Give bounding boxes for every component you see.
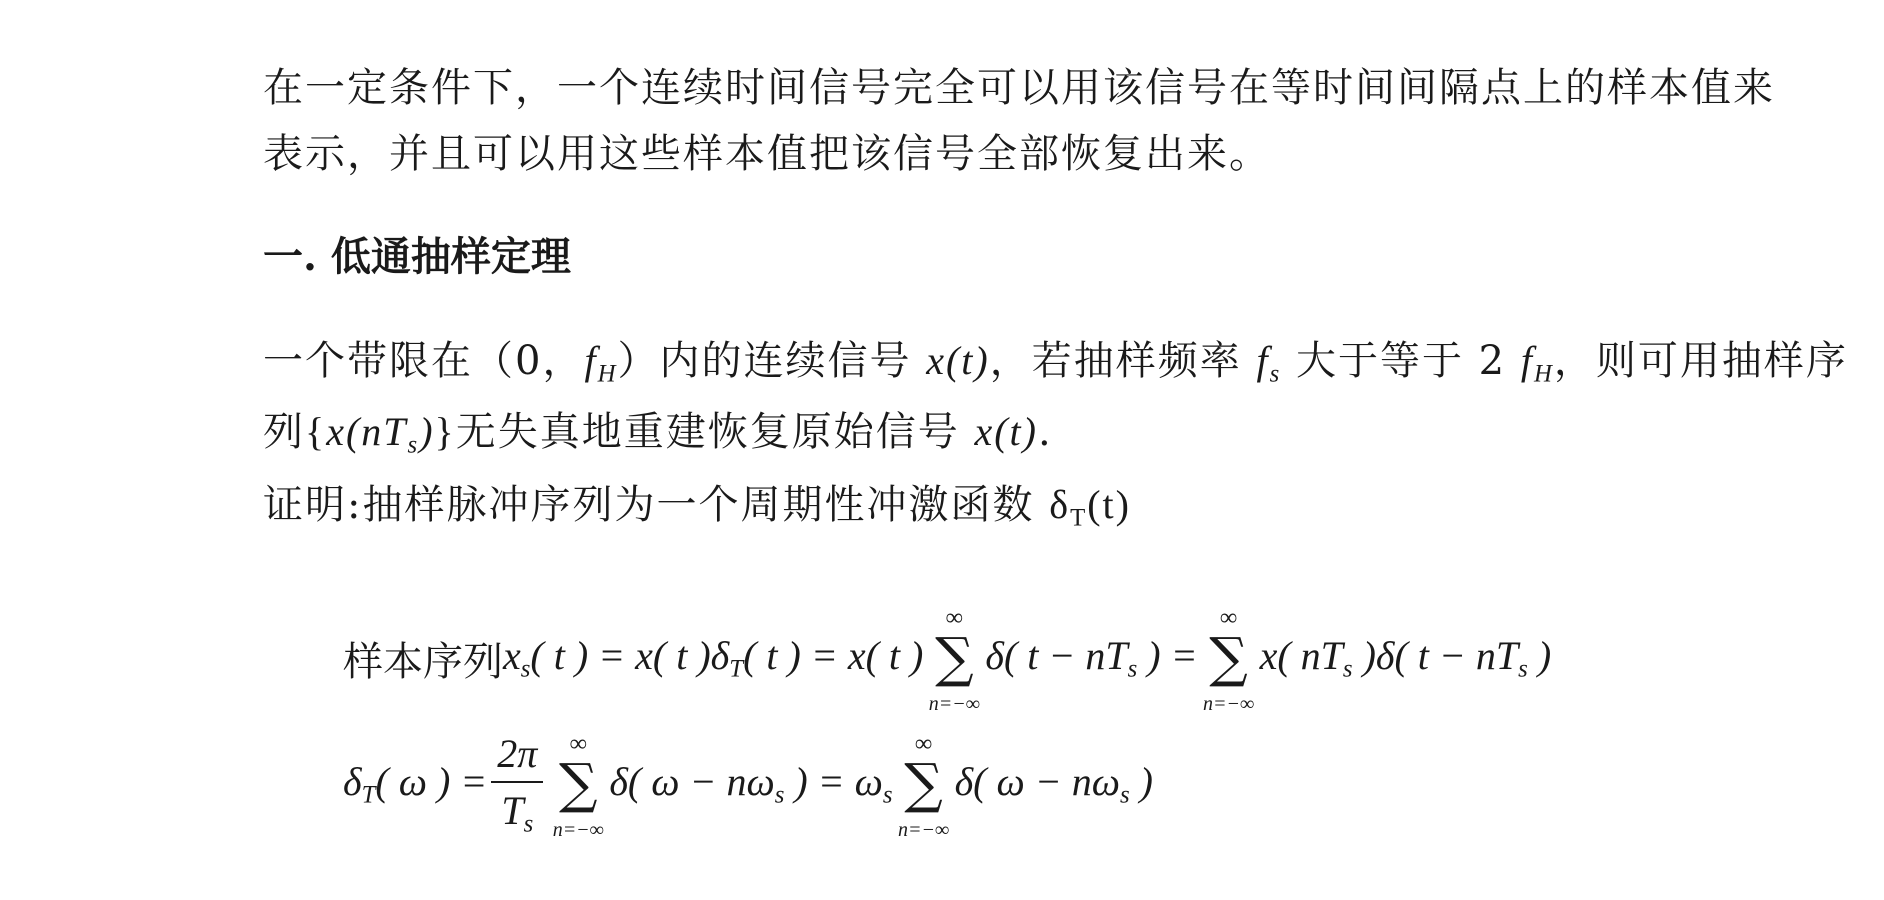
theorem-text-e: ，则可用抽样序: [1553, 338, 1848, 384]
intro-line-2: 表示，并且可以用这些样本值把该信号全部恢复出来。: [263, 131, 1271, 177]
equals-omega: ) = ω: [784, 759, 883, 805]
fh-symbol-2: [1520, 338, 1554, 388]
sum-lower-limit: n=−∞: [552, 818, 604, 841]
proof-line: [263, 480, 1131, 543]
term-text: x( nT: [1259, 633, 1343, 679]
s-subscript: s: [1127, 655, 1138, 683]
f-letter: f: [1520, 338, 1534, 383]
eq2-lhs: [343, 758, 487, 809]
s-subscript: s: [774, 781, 785, 809]
t-subscript: T: [361, 781, 376, 809]
f-letter: f: [1256, 338, 1270, 383]
right-brace: }: [434, 409, 456, 454]
theorem-text-c: ，若抽样频率: [989, 338, 1257, 384]
theorem-text-b: ）内的连续信号: [617, 338, 927, 384]
s-subscript: s: [1518, 655, 1528, 683]
sum-upper-limit: ∞: [915, 730, 933, 757]
period: .: [1037, 409, 1053, 455]
s-subscript: s: [882, 781, 893, 809]
theorem-text-a: 一个带限在（0，: [263, 338, 585, 384]
f-letter: f: [584, 338, 598, 383]
theorem-text-g: 无失真地重建恢复原始信号: [455, 409, 975, 455]
xnt-text: x(nT: [326, 409, 408, 454]
sigma-icon: ∑: [1209, 625, 1248, 689]
numerator: 2π: [491, 730, 543, 783]
h-subscript: H: [597, 360, 618, 388]
t-arg: (t): [1087, 482, 1131, 527]
term-text: )δ( t − nT: [1352, 633, 1519, 679]
eq1-label: 样本序列: [343, 638, 503, 685]
theorem-text-f: 列: [263, 409, 305, 455]
delta-letter: δ: [1049, 482, 1071, 527]
sum-lower-limit: n=−∞: [897, 818, 950, 841]
fs-symbol: [1256, 338, 1282, 388]
xnts-symbol: [326, 409, 435, 459]
sum-lower-limit: n=−∞: [928, 692, 980, 715]
sum-operator-2: [1198, 604, 1260, 715]
proof-text: 证明:抽样脉冲序列为一个周期性冲激函数: [263, 482, 1050, 528]
s-subscript: s: [1342, 655, 1353, 683]
eq2-term1: [609, 758, 892, 809]
delta-letter: δ: [343, 759, 362, 805]
term-text: δ( ω − nω: [609, 759, 775, 805]
theorem-line-2: [263, 407, 1053, 470]
sum-upper-limit: ∞: [945, 604, 963, 631]
s-subscript: s: [407, 431, 420, 459]
eq1-lhs-rest: ( t ) = x( t )δ: [530, 633, 730, 679]
fh-symbol: [584, 338, 618, 388]
t-letter: T: [501, 787, 524, 833]
intro-line-1: 在一定条件下，一个连续时间信号完全可以用该信号在等时间间隔点上的样本值来: [263, 65, 1775, 111]
t-subscript: T: [729, 655, 744, 683]
eq2-term2: [955, 758, 1153, 809]
left-brace: {: [305, 409, 327, 454]
s-subscript: s: [520, 655, 531, 683]
eq1-lhs: [503, 632, 923, 683]
sum-operator-3: [547, 730, 609, 841]
close-paren: ): [419, 409, 435, 454]
close-paren: ): [1129, 759, 1153, 805]
eq2-arg: ( ω ) =: [375, 759, 488, 805]
x-letter: x: [503, 633, 521, 679]
sum-operator-1: [923, 604, 985, 715]
close-paren: ): [1527, 633, 1552, 679]
sigma-icon: ∑: [559, 751, 598, 815]
s-subscript: s: [1119, 781, 1130, 809]
t-subscript: T: [1070, 504, 1088, 532]
s-subscript: s: [1269, 360, 1282, 388]
sum-lower-limit: n=−∞: [1202, 692, 1255, 715]
equals-text: ) =: [1137, 633, 1198, 679]
theorem-line-1: [263, 336, 1848, 399]
s-subscript: s: [523, 810, 534, 838]
eq1-mid: ( t ) = x( t ): [743, 633, 924, 679]
sigma-icon: ∑: [904, 751, 943, 815]
sum-upper-limit: ∞: [569, 730, 587, 757]
section-heading: 一. 低通抽样定理: [263, 233, 571, 280]
xt-symbol-2: x(t): [974, 409, 1038, 454]
eq1-term1: [985, 632, 1197, 683]
theorem-text-d: 大于等于 2: [1281, 338, 1521, 384]
term-text: δ( ω − nω: [954, 759, 1120, 805]
sum-upper-limit: ∞: [1220, 604, 1238, 631]
term-text: δ( t − nT: [985, 633, 1128, 679]
xt-symbol: x(t): [926, 338, 990, 383]
equation-sample-sequence: [343, 604, 1552, 715]
delta-t-symbol: [1049, 482, 1131, 532]
h-subscript: H: [1533, 360, 1554, 388]
sum-operator-4: [893, 730, 955, 841]
eq1-term2: [1260, 632, 1552, 683]
equation-delta-spectrum: [343, 729, 1153, 839]
sigma-icon: ∑: [935, 625, 974, 689]
